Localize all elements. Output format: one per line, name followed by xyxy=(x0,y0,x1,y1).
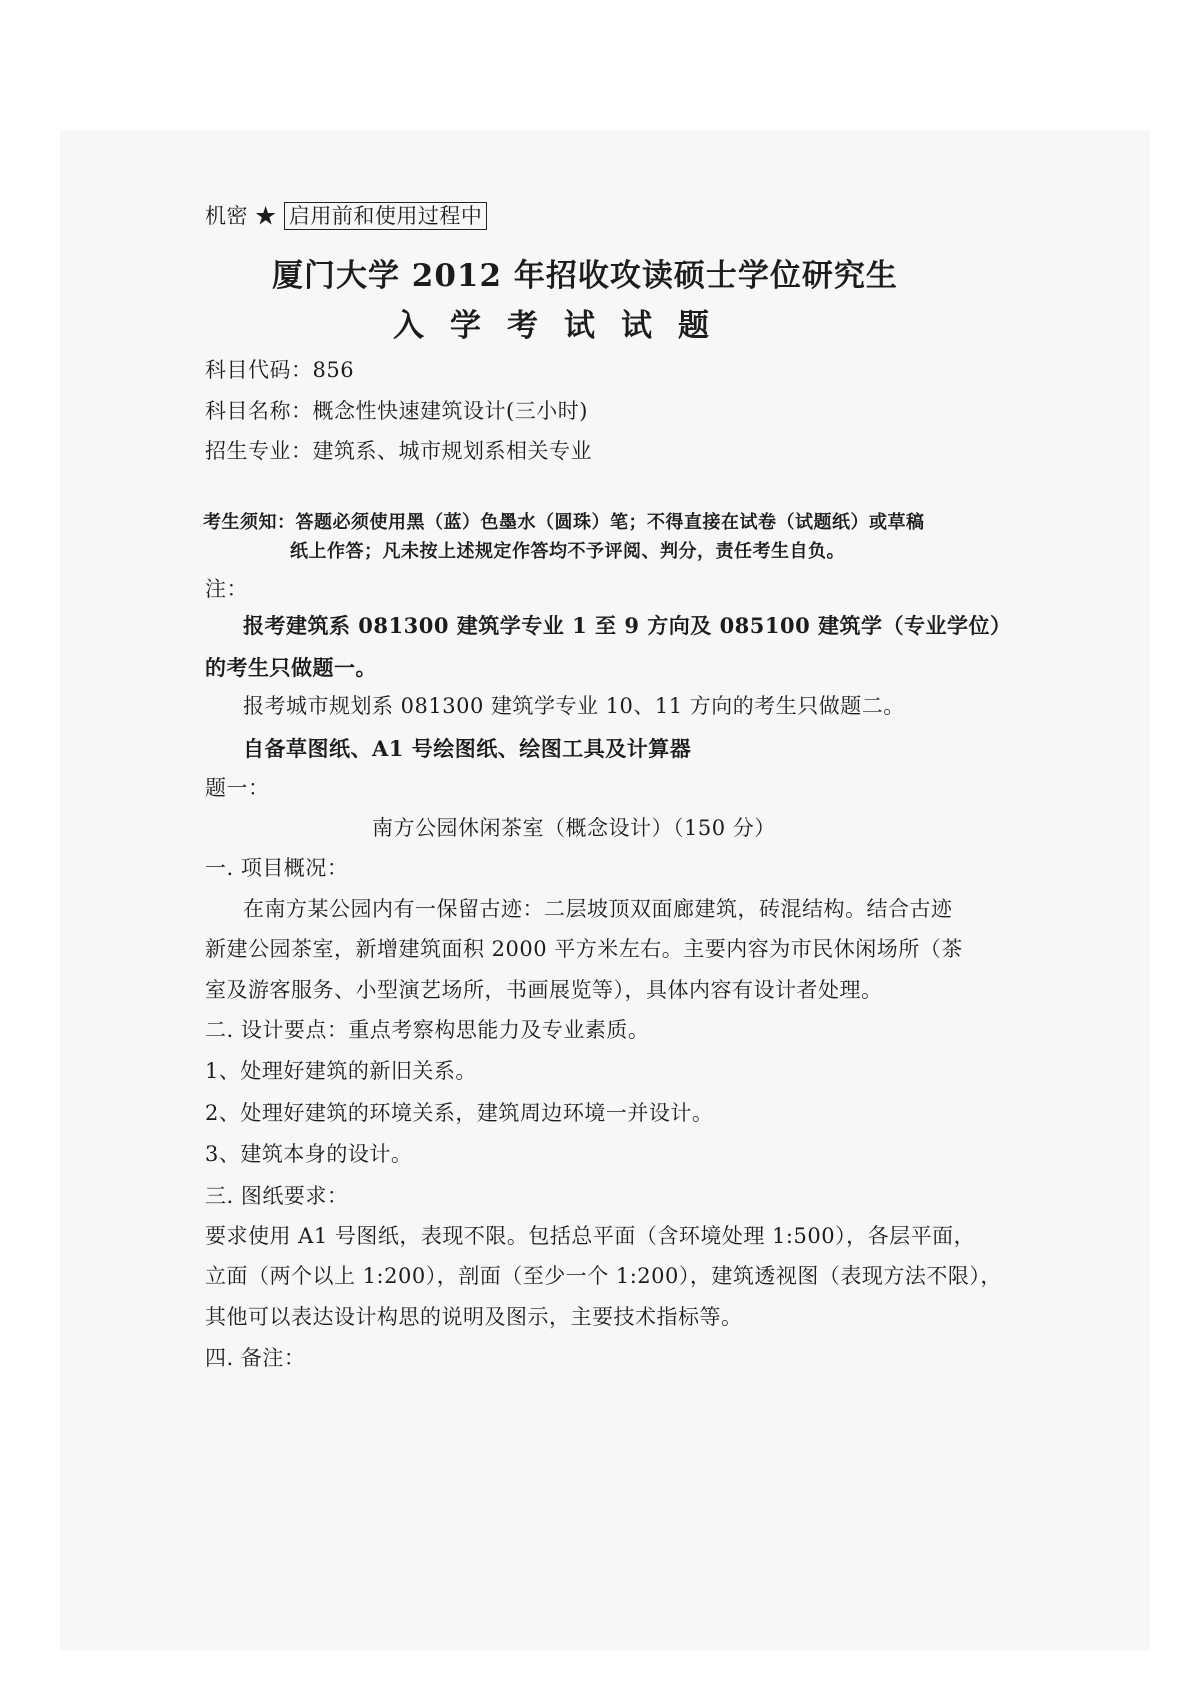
section-3-line-2: 立面（两个以上 1:200），剖面（至少一个 1:200），建筑透视图（表现方法不限）， xyxy=(205,1264,1002,1288)
section-3-heading: 三. 图纸要求： xyxy=(205,1184,349,1208)
secret-box: 启用前和使用过程中 xyxy=(284,202,488,230)
note-paragraph-1-line-1: 报考建筑系 081300 建筑学专业 1 至 9 方向及 085100 建筑学（专业学位） xyxy=(243,613,1012,638)
secret-header xyxy=(205,200,487,230)
section-2-heading: 二. 设计要点：重点考察构思能力及专业素质。 xyxy=(205,1018,650,1042)
question-title: 南方公园休闲茶室（概念设计）（150 分） xyxy=(372,816,776,840)
notice-line-1: 考生须知：答题必须使用黑（蓝）色墨水（圆珠）笔；不得直接在试卷（试题纸）或草稿 xyxy=(203,512,925,533)
section-3-line-1: 要求使用 A1 号图纸，表现不限。包括总平面（含环境处理 1:500），各层平面， xyxy=(205,1224,976,1248)
section-2-item-1: 1、处理好建筑的新旧关系。 xyxy=(205,1059,477,1083)
note-paragraph-2: 报考城市规划系 081300 建筑学专业 10、11 方向的考生只做题二。 xyxy=(243,694,905,718)
exam-subtitle: 入学考试试题 xyxy=(393,308,735,344)
subject-major: 招生专业：建筑系、城市规划系相关专业 xyxy=(205,439,592,463)
subject-name: 科目名称：概念性快速建筑设计(三小时) xyxy=(205,399,588,423)
section-2-item-2: 2、处理好建筑的环境关系，建筑周边环境一并设计。 xyxy=(205,1101,714,1125)
note-heading: 注： xyxy=(205,577,248,601)
note-paragraph-1-line-2: 的考生只做题一。 xyxy=(205,655,377,680)
section-4-heading: 四. 备注： xyxy=(205,1346,306,1370)
notice-line-2: 纸上作答；凡未按上述规定作答均不予评阅、判分，责任考生自负。 xyxy=(290,541,845,562)
exam-title: 厦门大学 2012 年招收攻读硕士学位研究生 xyxy=(272,258,898,294)
section-1-line-3: 室及游客服务、小型演艺场所，书画展览等），具体内容有设计者处理。 xyxy=(205,978,883,1002)
section-2-item-3: 3、建筑本身的设计。 xyxy=(205,1142,413,1166)
question-label: 题一： xyxy=(205,776,270,800)
section-1-line-2: 新建公园茶室，新增建筑面积 2000 平方米左右。主要内容为市民休闲场所（茶 xyxy=(205,937,963,961)
section-3-line-3: 其他可以表达设计构思的说明及图示，主要技术指标等。 xyxy=(205,1305,743,1329)
secret-label: 机密 ★ xyxy=(205,204,277,228)
subject-code: 科目代码：856 xyxy=(205,358,355,382)
section-1-line-1: 在南方某公园内有一保留古迹：二层坡顶双面廊建筑，砖混结构。结合古迹 xyxy=(243,897,953,921)
section-1-heading: 一. 项目概况： xyxy=(205,856,349,880)
note-paragraph-3: 自备草图纸、A1 号绘图纸、绘图工具及计算器 xyxy=(243,736,692,761)
